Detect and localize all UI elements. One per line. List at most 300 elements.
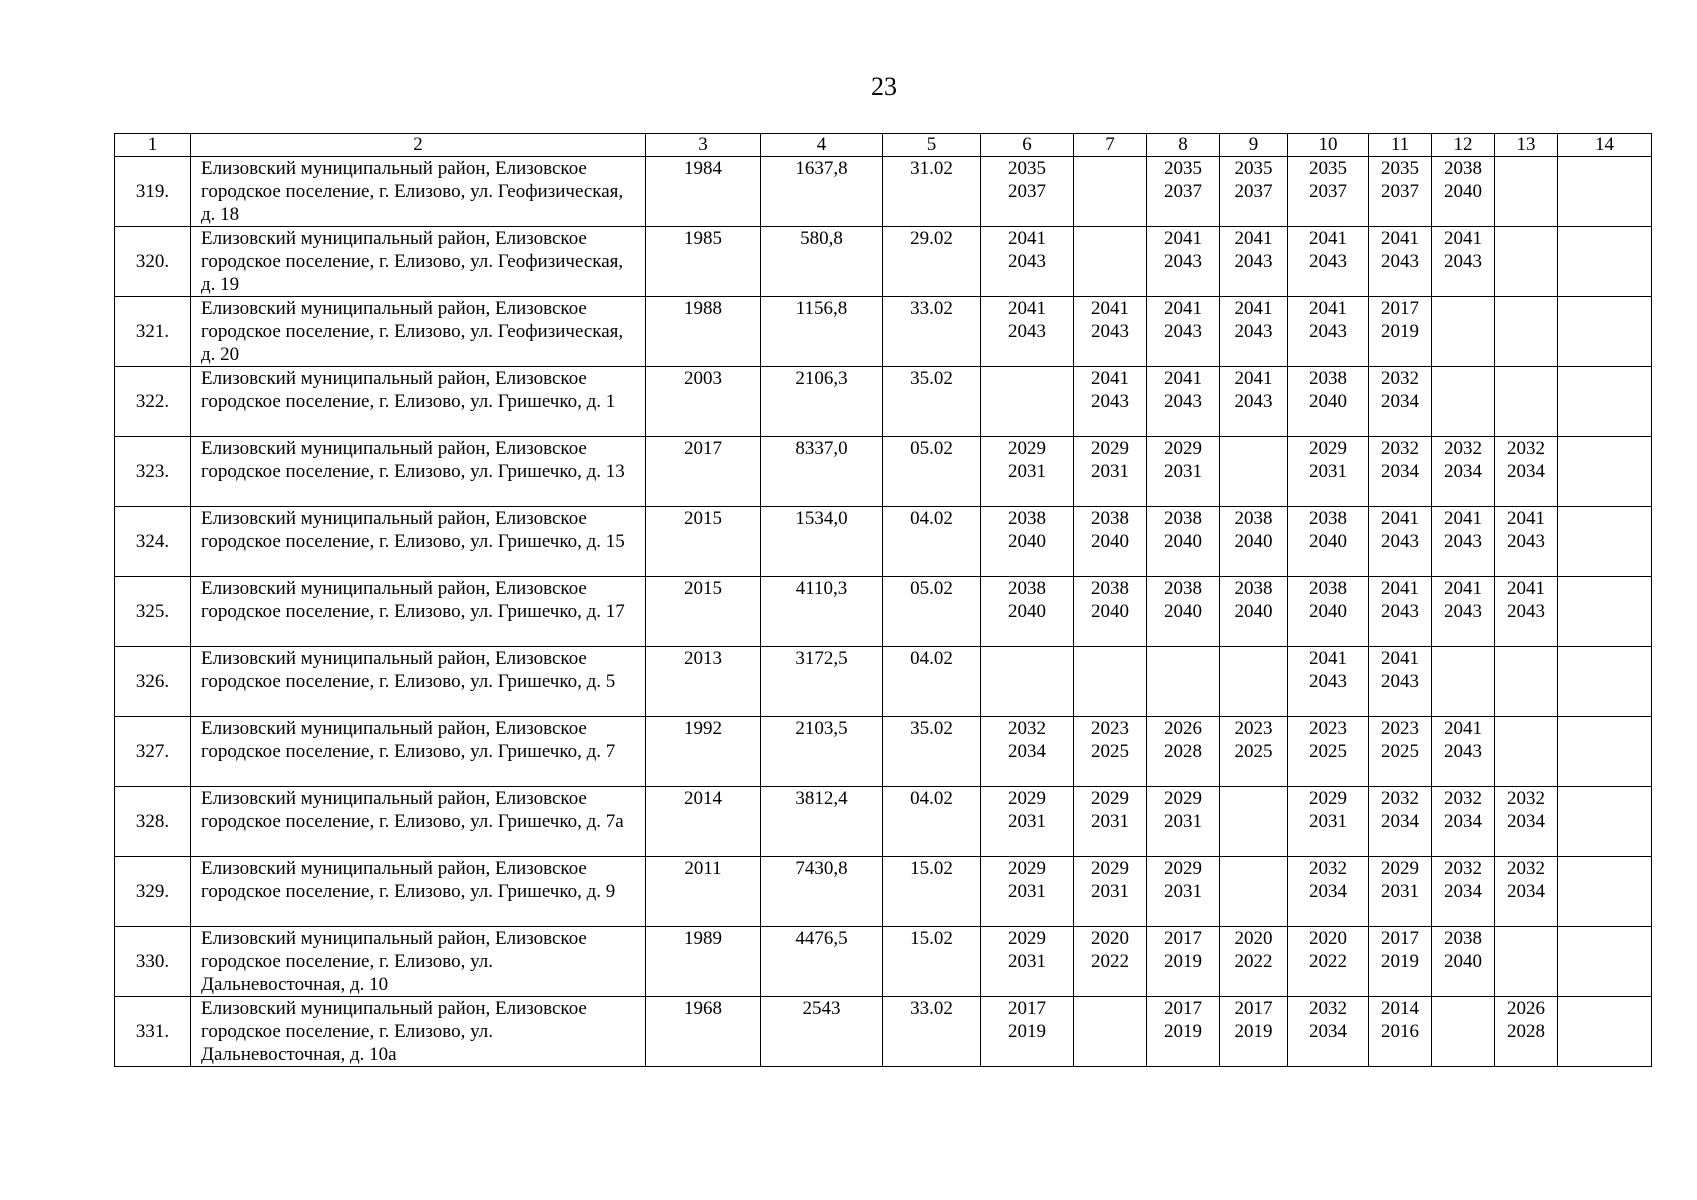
period-cell-6 (981, 787, 1074, 857)
period-cell-9 (1220, 577, 1288, 647)
period-year: 2032 (1507, 438, 1545, 459)
period-year: 2034 (1507, 811, 1545, 832)
period-year: 2040 (1309, 601, 1347, 622)
year-cell: 2014 (646, 787, 761, 857)
period-cell-8 (1147, 787, 1220, 857)
code-cell: 15.02 (883, 857, 981, 927)
period-year: 2029 (1164, 788, 1202, 809)
period-year: 2025 (1309, 741, 1347, 762)
period-cell-11 (1369, 507, 1432, 577)
period-cell-12 (1432, 437, 1495, 507)
address-cell: Елизовский муниципальный район, Елизовское городское поселение, г. Елизово, ул. Гришечко, д. 1 (191, 367, 646, 437)
period-cell-11 (1369, 857, 1432, 927)
period-year: 2043 (1234, 251, 1273, 272)
period-year: 2038 (1234, 578, 1273, 599)
area-cell: 3172,5 (761, 647, 883, 717)
column-header-12: 12 (1432, 134, 1495, 157)
period-cell-10 (1288, 787, 1369, 857)
period-cell-13 (1495, 857, 1558, 927)
period-cell-13 (1495, 577, 1558, 647)
address-cell: Елизовский муниципальный район, Елизовское городское поселение, г. Елизово, ул. Гришечко, д. 17 (191, 577, 646, 647)
table-row (115, 577, 1652, 647)
period-year: 2032 (1381, 368, 1419, 389)
address-cell: Елизовский муниципальный район, Елизовское городское поселение, г. Елизово, ул. Гришечко, д. 15 (191, 507, 646, 577)
period-year: 2032 (1444, 788, 1482, 809)
period-cell-14 (1558, 157, 1652, 227)
period-year: 2031 (1164, 881, 1202, 902)
period-cell-9 (1220, 787, 1288, 857)
period-year: 2019 (1164, 1021, 1202, 1042)
period-year: 2029 (1008, 438, 1046, 459)
period-cell-9 (1220, 227, 1288, 297)
period-cell-8 (1147, 157, 1220, 227)
period-cell-7 (1074, 577, 1147, 647)
year-cell: 1985 (646, 227, 761, 297)
period-cell-8 (1147, 577, 1220, 647)
period-year: 2031 (1309, 811, 1347, 832)
period-year: 2031 (1164, 811, 1202, 832)
period-cell-7 (1074, 997, 1147, 1067)
period-year: 2040 (1444, 181, 1482, 202)
address-cell: Елизовский муниципальный район, Елизовское городское поселение, г. Елизово, ул. Гришечко, д. 7 (191, 717, 646, 787)
period-cell-6 (981, 437, 1074, 507)
table-row (115, 437, 1652, 507)
period-cell-13 (1495, 157, 1558, 227)
period-cell-10 (1288, 437, 1369, 507)
period-cell-12 (1432, 857, 1495, 927)
table-row (115, 367, 1652, 437)
period-year: 2041 (1507, 508, 1545, 529)
period-year: 2034 (1444, 881, 1482, 902)
period-cell-13 (1495, 927, 1558, 997)
period-cell-14 (1558, 437, 1652, 507)
period-year: 2019 (1381, 951, 1419, 972)
period-year: 2032 (1381, 788, 1419, 809)
period-cell-12 (1432, 717, 1495, 787)
period-year: 2016 (1381, 1021, 1419, 1042)
column-header-7: 7 (1074, 134, 1147, 157)
period-year: 2023 (1381, 718, 1419, 739)
period-year: 2043 (1234, 321, 1273, 342)
period-cell-10 (1288, 997, 1369, 1067)
period-year: 2019 (1008, 1021, 1046, 1042)
period-cell-6 (981, 717, 1074, 787)
row-number-cell: 326. (115, 647, 191, 717)
row-number-cell: 321. (115, 297, 191, 367)
period-cell-14 (1558, 787, 1652, 857)
period-cell-14 (1558, 227, 1652, 297)
period-year: 2031 (1381, 881, 1419, 902)
period-year: 2041 (1234, 298, 1273, 319)
period-year: 2023 (1309, 718, 1347, 739)
period-cell-11 (1369, 717, 1432, 787)
period-year: 2038 (1309, 508, 1347, 529)
period-year: 2040 (1164, 531, 1202, 552)
period-year: 2029 (1164, 858, 1202, 879)
row-number-cell: 320. (115, 227, 191, 297)
row-number-cell: 329. (115, 857, 191, 927)
period-cell-10 (1288, 647, 1369, 717)
code-cell: 15.02 (883, 927, 981, 997)
period-year: 2038 (1091, 578, 1129, 599)
period-year: 2034 (1008, 741, 1046, 762)
period-cell-8 (1147, 647, 1220, 717)
area-cell: 4110,3 (761, 577, 883, 647)
period-year: 2041 (1381, 648, 1419, 669)
period-cell-6 (981, 857, 1074, 927)
column-header-10: 10 (1288, 134, 1369, 157)
period-cell-7 (1074, 437, 1147, 507)
code-cell: 31.02 (883, 157, 981, 227)
period-cell-14 (1558, 717, 1652, 787)
period-year: 2023 (1234, 718, 1273, 739)
period-year: 2034 (1507, 461, 1545, 482)
period-cell-9 (1220, 297, 1288, 367)
code-cell: 05.02 (883, 437, 981, 507)
period-year: 2032 (1309, 998, 1347, 1019)
period-year: 2029 (1091, 858, 1129, 879)
period-cell-12 (1432, 157, 1495, 227)
period-year: 2017 (1381, 298, 1419, 319)
area-cell: 2543 (761, 997, 883, 1067)
period-year: 2040 (1008, 531, 1046, 552)
period-cell-11 (1369, 297, 1432, 367)
period-year: 2028 (1164, 741, 1202, 762)
area-cell: 8337,0 (761, 437, 883, 507)
period-year: 2043 (1309, 671, 1347, 692)
column-header-13: 13 (1495, 134, 1558, 157)
column-header-5: 5 (883, 134, 981, 157)
period-cell-8 (1147, 297, 1220, 367)
row-number-cell: 331. (115, 997, 191, 1067)
period-year: 2017 (1164, 998, 1202, 1019)
period-year: 2025 (1091, 741, 1129, 762)
period-cell-13 (1495, 437, 1558, 507)
period-year: 2040 (1008, 601, 1046, 622)
column-header-14: 14 (1558, 134, 1652, 157)
period-cell-9 (1220, 647, 1288, 717)
header-row (115, 134, 1652, 157)
period-cell-13 (1495, 997, 1558, 1067)
period-year: 2032 (1309, 858, 1347, 879)
period-year: 2032 (1507, 788, 1545, 809)
period-year: 2022 (1309, 951, 1347, 972)
period-year: 2041 (1444, 718, 1482, 739)
period-year: 2029 (1091, 788, 1129, 809)
period-cell-10 (1288, 577, 1369, 647)
period-year: 2041 (1091, 298, 1129, 319)
period-year: 2038 (1234, 508, 1273, 529)
year-cell: 2003 (646, 367, 761, 437)
period-year: 2037 (1381, 181, 1419, 202)
code-cell: 33.02 (883, 997, 981, 1067)
period-cell-11 (1369, 577, 1432, 647)
address-cell: Елизовский муниципальный район, Елизовское городское поселение, г. Елизово, ул. Дальневосточная, д. 10а (191, 997, 646, 1067)
year-cell: 1984 (646, 157, 761, 227)
period-cell-8 (1147, 717, 1220, 787)
period-year: 2038 (1444, 928, 1482, 949)
period-year: 2023 (1091, 718, 1129, 739)
period-year: 2031 (1008, 461, 1046, 482)
period-cell-6 (981, 927, 1074, 997)
period-year: 2040 (1234, 531, 1273, 552)
code-cell: 04.02 (883, 507, 981, 577)
row-number-cell: 327. (115, 717, 191, 787)
period-year: 2031 (1091, 811, 1129, 832)
period-cell-13 (1495, 367, 1558, 437)
period-cell-11 (1369, 227, 1432, 297)
period-year: 2038 (1091, 508, 1129, 529)
period-cell-9 (1220, 857, 1288, 927)
period-cell-13 (1495, 507, 1558, 577)
period-cell-8 (1147, 227, 1220, 297)
period-cell-9 (1220, 717, 1288, 787)
period-cell-11 (1369, 787, 1432, 857)
period-year: 2041 (1444, 228, 1482, 249)
period-year: 2037 (1008, 181, 1046, 202)
period-year: 2031 (1091, 461, 1129, 482)
period-cell-7 (1074, 787, 1147, 857)
period-cell-8 (1147, 857, 1220, 927)
page-number: 23 (871, 72, 897, 101)
period-cell-12 (1432, 997, 1495, 1067)
period-year: 2034 (1309, 1021, 1347, 1042)
period-cell-12 (1432, 507, 1495, 577)
period-year: 2038 (1444, 158, 1482, 179)
column-header-4: 4 (761, 134, 883, 157)
period-year: 2038 (1164, 508, 1202, 529)
period-year: 2041 (1091, 368, 1129, 389)
period-year: 2022 (1234, 951, 1273, 972)
period-cell-6 (981, 997, 1074, 1067)
row-number-cell: 330. (115, 927, 191, 997)
year-cell: 2015 (646, 577, 761, 647)
period-year: 2019 (1164, 951, 1202, 972)
period-cell-6 (981, 577, 1074, 647)
period-cell-9 (1220, 437, 1288, 507)
period-cell-11 (1369, 367, 1432, 437)
row-number-cell: 322. (115, 367, 191, 437)
period-year: 2029 (1008, 928, 1046, 949)
period-year: 2017 (1164, 928, 1202, 949)
period-year: 2043 (1507, 531, 1545, 552)
period-cell-12 (1432, 647, 1495, 717)
period-year: 2041 (1444, 578, 1482, 599)
period-year: 2041 (1008, 298, 1046, 319)
period-year: 2017 (1381, 928, 1419, 949)
row-number-cell: 324. (115, 507, 191, 577)
period-year: 2017 (1008, 998, 1046, 1019)
period-year: 2014 (1381, 998, 1419, 1019)
code-cell: 35.02 (883, 367, 981, 437)
period-cell-8 (1147, 507, 1220, 577)
period-year: 2043 (1444, 251, 1482, 272)
period-year: 2041 (1309, 298, 1347, 319)
period-cell-9 (1220, 507, 1288, 577)
period-year: 2029 (1008, 788, 1046, 809)
period-year: 2020 (1091, 928, 1129, 949)
period-cell-8 (1147, 997, 1220, 1067)
period-year: 2032 (1381, 438, 1419, 459)
period-year: 2038 (1309, 368, 1347, 389)
period-cell-9 (1220, 367, 1288, 437)
period-cell-14 (1558, 997, 1652, 1067)
column-header-9: 9 (1220, 134, 1288, 157)
period-year: 2041 (1008, 228, 1046, 249)
table-row (115, 647, 1652, 717)
table-row (115, 857, 1652, 927)
area-cell: 1156,8 (761, 297, 883, 367)
code-cell: 04.02 (883, 647, 981, 717)
period-year: 2034 (1507, 881, 1545, 902)
period-cell-14 (1558, 577, 1652, 647)
period-cell-6 (981, 367, 1074, 437)
period-year: 2043 (1444, 531, 1482, 552)
period-year: 2043 (1091, 321, 1129, 342)
period-cell-14 (1558, 367, 1652, 437)
period-year: 2032 (1507, 858, 1545, 879)
period-cell-11 (1369, 997, 1432, 1067)
period-year: 2043 (1381, 531, 1419, 552)
housing-registry-table (114, 133, 1652, 1067)
year-cell: 2013 (646, 647, 761, 717)
year-cell: 2015 (646, 507, 761, 577)
year-cell: 2011 (646, 857, 761, 927)
period-year: 2017 (1234, 998, 1273, 1019)
period-year: 2034 (1381, 461, 1419, 482)
address-cell: Елизовский муниципальный район, Елизовское городское поселение, г. Елизово, ул. Геофизическая, д. 20 (191, 297, 646, 367)
period-year: 2041 (1381, 508, 1419, 529)
period-year: 2020 (1234, 928, 1273, 949)
period-cell-6 (981, 157, 1074, 227)
period-cell-12 (1432, 787, 1495, 857)
period-cell-7 (1074, 507, 1147, 577)
period-year: 2041 (1381, 228, 1419, 249)
period-cell-10 (1288, 367, 1369, 437)
period-year: 2040 (1309, 391, 1347, 412)
area-cell: 2103,5 (761, 717, 883, 787)
address-cell: Елизовский муниципальный район, Елизовское городское поселение, г. Елизово, ул. Геофизическая, д. 19 (191, 227, 646, 297)
period-cell-10 (1288, 227, 1369, 297)
code-cell: 04.02 (883, 787, 981, 857)
year-cell: 1989 (646, 927, 761, 997)
period-year: 2037 (1234, 181, 1273, 202)
area-cell: 7430,8 (761, 857, 883, 927)
period-year: 2025 (1234, 741, 1273, 762)
period-cell-11 (1369, 437, 1432, 507)
period-year: 2040 (1444, 951, 1482, 972)
period-year: 2043 (1164, 321, 1202, 342)
period-year: 2031 (1091, 881, 1129, 902)
period-year: 2026 (1164, 718, 1202, 739)
period-year: 2034 (1381, 811, 1419, 832)
period-year: 2043 (1309, 251, 1347, 272)
area-cell: 1637,8 (761, 157, 883, 227)
period-cell-6 (981, 227, 1074, 297)
area-cell: 4476,5 (761, 927, 883, 997)
period-cell-11 (1369, 647, 1432, 717)
period-year: 2031 (1008, 881, 1046, 902)
period-cell-7 (1074, 297, 1147, 367)
period-year: 2032 (1008, 718, 1046, 739)
period-cell-8 (1147, 437, 1220, 507)
period-year: 2029 (1008, 858, 1046, 879)
period-cell-13 (1495, 717, 1558, 787)
column-header-1: 1 (115, 134, 191, 157)
period-year: 2043 (1164, 251, 1202, 272)
period-cell-13 (1495, 647, 1558, 717)
address-cell: Елизовский муниципальный район, Елизовское городское поселение, г. Елизово, ул. Геофизическая, д. 18 (191, 157, 646, 227)
period-cell-7 (1074, 717, 1147, 787)
period-year: 2043 (1091, 391, 1129, 412)
period-year: 2041 (1234, 368, 1273, 389)
period-year: 2019 (1381, 321, 1419, 342)
period-year: 2041 (1444, 508, 1482, 529)
period-cell-11 (1369, 927, 1432, 997)
period-year: 2043 (1381, 671, 1419, 692)
period-year: 2041 (1381, 578, 1419, 599)
year-cell: 1968 (646, 997, 761, 1067)
table-row (115, 157, 1652, 227)
period-cell-14 (1558, 507, 1652, 577)
period-cell-6 (981, 647, 1074, 717)
period-year: 2029 (1381, 858, 1419, 879)
period-year: 2035 (1008, 158, 1046, 179)
column-header-6: 6 (981, 134, 1074, 157)
period-year: 2032 (1444, 438, 1482, 459)
period-year: 2038 (1309, 578, 1347, 599)
period-year: 2043 (1008, 321, 1046, 342)
period-cell-7 (1074, 857, 1147, 927)
code-cell: 35.02 (883, 717, 981, 787)
period-year: 2029 (1164, 438, 1202, 459)
address-cell: Елизовский муниципальный район, Елизовское городское поселение, г. Елизово, ул. Гришечко, д. 7а (191, 787, 646, 857)
period-year: 2029 (1091, 438, 1129, 459)
period-year: 2041 (1164, 368, 1202, 389)
period-year: 2041 (1164, 298, 1202, 319)
period-year: 2041 (1309, 648, 1347, 669)
period-cell-6 (981, 507, 1074, 577)
period-year: 2031 (1008, 951, 1046, 972)
column-header-8: 8 (1147, 134, 1220, 157)
period-year: 2035 (1164, 158, 1202, 179)
area-cell: 580,8 (761, 227, 883, 297)
address-cell: Елизовский муниципальный район, Елизовское городское поселение, г. Елизово, ул. Гришечко, д. 9 (191, 857, 646, 927)
period-year: 2040 (1234, 601, 1273, 622)
period-year: 2038 (1008, 508, 1046, 529)
area-cell: 3812,4 (761, 787, 883, 857)
row-number-cell: 319. (115, 157, 191, 227)
period-year: 2031 (1008, 811, 1046, 832)
area-cell: 1534,0 (761, 507, 883, 577)
period-year: 2035 (1234, 158, 1273, 179)
table-row (115, 927, 1652, 997)
code-cell: 05.02 (883, 577, 981, 647)
period-year: 2043 (1234, 391, 1273, 412)
period-year: 2025 (1381, 741, 1419, 762)
period-cell-10 (1288, 507, 1369, 577)
period-cell-7 (1074, 157, 1147, 227)
period-year: 2031 (1309, 461, 1347, 482)
period-cell-11 (1369, 157, 1432, 227)
period-year: 2041 (1309, 228, 1347, 249)
table-row (115, 717, 1652, 787)
period-year: 2022 (1091, 951, 1129, 972)
period-year: 2028 (1507, 1021, 1545, 1042)
period-year: 2040 (1091, 531, 1129, 552)
period-cell-8 (1147, 367, 1220, 437)
period-cell-13 (1495, 227, 1558, 297)
